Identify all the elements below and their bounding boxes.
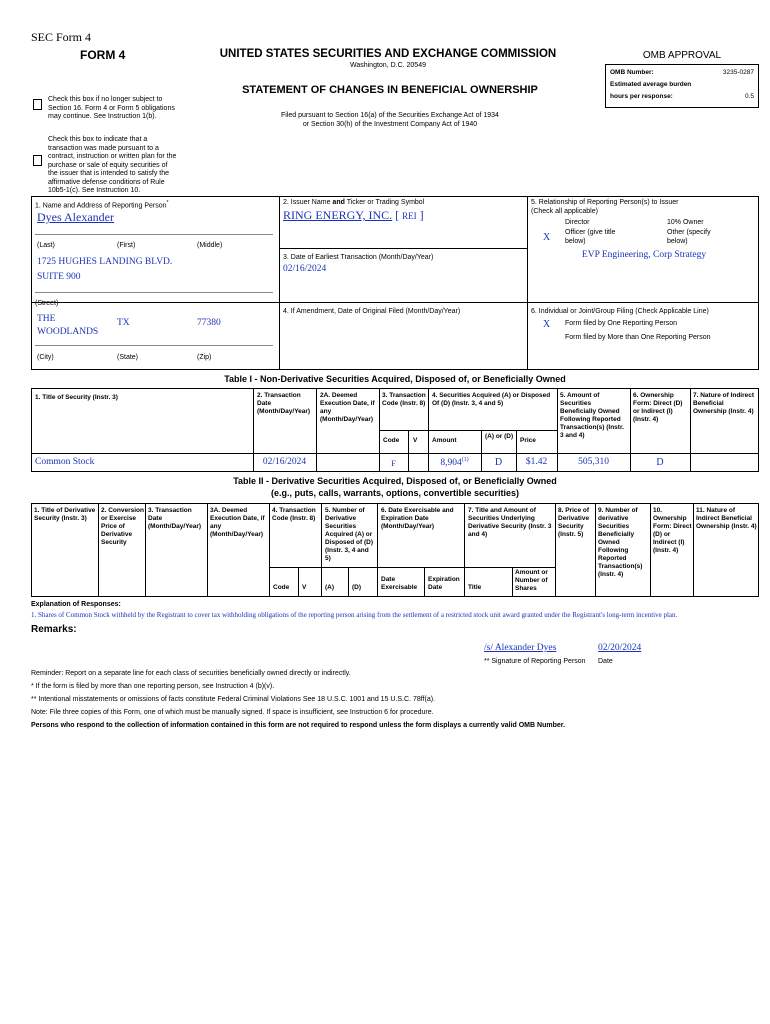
footer-line-1: Reminder: Report on a separate line for each class of securities beneficially owned directly or indirectly. [31,670,351,677]
one-person-option: Form filed by One Reporting Person [565,320,678,327]
t2-col11-header: 11. Nature of Indirect Beneficial Ownership (Instr. 4) [696,507,757,530]
box4-label: 4. If Amendment, Date of Original Filed (Month/Day/Year) [283,308,461,315]
t1-price-header: Price [520,437,536,444]
t2-code-header: Code [273,584,290,591]
t1-amount-header: Amount [432,437,457,444]
t1-col4-header: 4. Securities Acquired (A) or Disposed Of (D) (Instr. 3, 4 and 5) [432,392,551,407]
t2-col7-header: 7. Title and Amount of Securities Underlying Derivative Security (Instr. 3 and 4) [468,507,552,538]
t2-title-header: Title [468,584,482,591]
t1-col7-header: 7. Nature of Indirect Beneficial Ownership (Instr. 4) [693,392,755,415]
remarks-label: Remarks: [31,624,77,635]
officer-title: EVP Engineering, Corp Strategy [581,250,707,260]
footer-line-4: Note: File three copies of this Form, one of which must be manually signed. If space is insufficient, see Instruction 6 for procedure. [31,709,434,716]
t1-col6-header: 6. Ownership Form: Direct (D) or Indirect (I) (Instr. 4) [633,392,683,423]
page-header: SEC Form 4 [31,30,92,44]
issuer-field: RING ENERGY, INC. [ REI ] [283,208,424,222]
t2-col2-header: 2. Conversion or Exercise Price of Derivative Security [101,507,144,546]
signature: /s/ Alexander Dyes [484,643,557,653]
t1-col2a-header: 2A. Deemed Execution Date, if any (Month/Day/Year) [320,392,375,423]
omb-number-value: 3235-0287 [722,69,754,76]
t2-col6-header: 6. Date Exercisable and Expiration Date (Month/Day/Year) [381,507,454,530]
box1-label: 1. Name and Address of Reporting Person* [35,200,169,210]
issuer-name[interactable]: RING ENERGY, INC. [283,208,393,222]
rule-10b5-text: Check this box to indicate that a transaction was made pursuant to a contract, instruction or written plan for the purchase or sale of equity securities of the issuer that is intended to satisfy the affirmative defense conditions of Rule 10b5-1(c). See Instruction 10. [48,136,177,194]
one-person-mark: X [543,319,551,330]
table2-title1: Table II - Derivative Securities Acquired, Disposed of, or Beneficially Owned [233,476,557,486]
box5-label2: (Check all applicable) [531,208,598,215]
form-title: FORM 4 [80,48,126,62]
date-label: Date [598,658,613,665]
no-longer-subject-checkbox[interactable] [33,99,42,110]
t1-row-owned: 505,310 [578,457,609,467]
omb-title: OMB APPROVAL [642,50,722,61]
t2-d-header: (D) [352,584,362,591]
filed-pursuant-line2: or Section 30(h) of the Investment Company Act of 1940 [302,121,478,128]
ticker-symbol: REI [402,211,417,221]
state-value: TX [117,318,130,328]
t2-col1-header: 1. Title of Derivative Security (Instr. 3) [34,507,96,522]
t1-row-price: $1.42 [525,457,548,467]
t1-aord-header: (A) or (D) [485,433,514,440]
t2-a-header: (A) [325,584,335,591]
officer-mark: X [543,232,551,243]
agency-name: UNITED STATES SECURITIES AND EXCHANGE COMMISSION [219,48,557,60]
signature-date: 02/20/2024 [598,643,642,653]
omb-number-label: OMB Number: [610,69,654,76]
t1-row-code: F [391,458,396,468]
officer-option: Officer (give title below) [565,229,616,245]
zip-label: (Zip) [197,354,212,361]
agency-location: Washington, D.C. 20549 [349,62,426,69]
city-value: THE WOODLANDS [37,314,99,337]
street-line2: SUITE 900 [37,272,81,282]
t2-col3a-header: 3A. Deemed Execution Date, if any (Month/Day/Year) [210,507,265,538]
t2-col4-header: 4. Transaction Code (Instr. 8) [272,507,316,522]
t1-row-aord: D [494,457,503,468]
no-longer-subject-text: Check this box if no longer subject to Section 16. Form 4 or Form 5 obligations may continue. See Instruction 1(b). [48,96,175,120]
t2-col9-header: 9. Number of derivative Securities Beneficially Owned Following Reported Transaction(s) (Instr. 4) [598,507,643,578]
omb-details [605,64,759,108]
city-label: (City) [37,354,54,361]
t1-row-form: D [656,457,664,468]
box3-label: 3. Date of Earliest Transaction (Month/Day/Year) [283,254,434,261]
state-label: (State) [117,354,139,361]
t2-amount-header: Amount or Number of Shares [515,569,548,592]
t2-date-exercisable-header: Date Exercisable [381,576,418,591]
last-label: (Last) [37,242,55,249]
middle-label: (Middle) [197,242,223,249]
box6-label: 6. Individual or Joint/Group Filing (Check Applicable Line) [531,308,709,315]
t1-row-date: 02/16/2024 [262,457,307,467]
street-label: (Street) [35,300,59,307]
omb-burden-label: Estimated average burden [610,81,692,88]
statement-title: STATEMENT OF CHANGES IN BENEFICIAL OWNERSHIP [242,84,538,96]
multi-person-option: Form filed by More than One Reporting Person [565,334,711,341]
t2-col5-header: 5. Number of Derivative Securities Acquired (A) or Disposed of (D) (Instr. 3, 4 and 5) [325,507,374,562]
t2-col3-header: 3. Transaction Date (Month/Day/Year) [148,507,202,530]
t2-expiration-header: Expiration Date [428,576,460,591]
ten-pct-owner-option: 10% Owner [667,219,704,226]
footer-line-3: ** Intentional misstatements or omissions of facts constitute Federal Criminal Violations See 18 U.S.C. 1001 and 15 U.S.C. 78ff(a). [31,696,435,703]
zip-value: 77380 [197,318,221,328]
t1-row-amount: 8,904$^{(1)}$ [440,457,469,469]
t1-col2-header: 2. Transaction Date (Month/Day/Year) [257,392,311,415]
t1-v-header: V [413,437,418,444]
omb-approval-box [605,48,759,109]
signature-label: ** Signature of Reporting Person [484,658,586,665]
first-label: (First) [117,242,136,249]
omb-hours-value: 0.5 [744,93,754,100]
t2-v-header: V [302,584,307,591]
t2-col10-header: 10. Ownership Form: Direct (D) or Indirect (I) (Instr. 4) [653,507,692,554]
other-option: Other (specify below) [667,229,711,245]
footer-omb-notice: Persons who respond to the collection of information contained in this form are not required to respond unless the form displays a currently valid OMB Number. [31,722,566,729]
street-line1: 1725 HUGHES LANDING BLVD. [37,257,173,267]
t1-code-header: Code [383,437,400,444]
t2-col8-header: 8. Price of Derivative Security (Instr. 5) [558,507,590,538]
director-option: Director [565,219,590,226]
explanation-label: Explanation of Responses: [31,601,121,608]
earliest-transaction-date: 02/16/2024 [283,264,327,274]
table2-title2: (e.g., puts, calls, warrants, options, convertible securities) [270,488,520,498]
box5-label1: 5. Relationship of Reporting Person(s) to Issuer [531,199,679,206]
footer-line-2: * If the form is filed by more than one reporting person, see Instruction 4 (b)(v). [31,683,275,690]
t1-col3-header: 3. Transaction Code (Instr. 8) [382,392,426,407]
rule-10b5-checkbox[interactable] [33,155,42,166]
explanation-footnote-1: 1. Shares of Common Stock withheld by the Registrant to cover tax withholding obligations of the reporting person arising from the settlement of a restricted stock unit award granted under the Registrant's long-term incentive plan. [31,611,678,619]
reporting-person-name[interactable]: Dyes Alexander [37,210,114,224]
filed-pursuant-line1: Filed pursuant to Section 16(a) of the Securities Exchange Act of 1934 [281,112,499,119]
t1-col5-header: 5. Amount of Securities Beneficially Owned Following Reported Transaction(s) (Instr. 3 and 4) [560,392,624,439]
box2-label: 2. Issuer Name and Ticker or Trading Symbol [283,199,425,206]
t1-col1-header: 1. Title of Security (Instr. 3) [35,394,118,401]
table1-title: Table I - Non-Derivative Securities Acquired, Disposed of, or Beneficially Owned [224,374,566,384]
omb-hours-label: hours per response: [610,93,673,100]
t1-row-title: Common Stock [35,457,95,467]
